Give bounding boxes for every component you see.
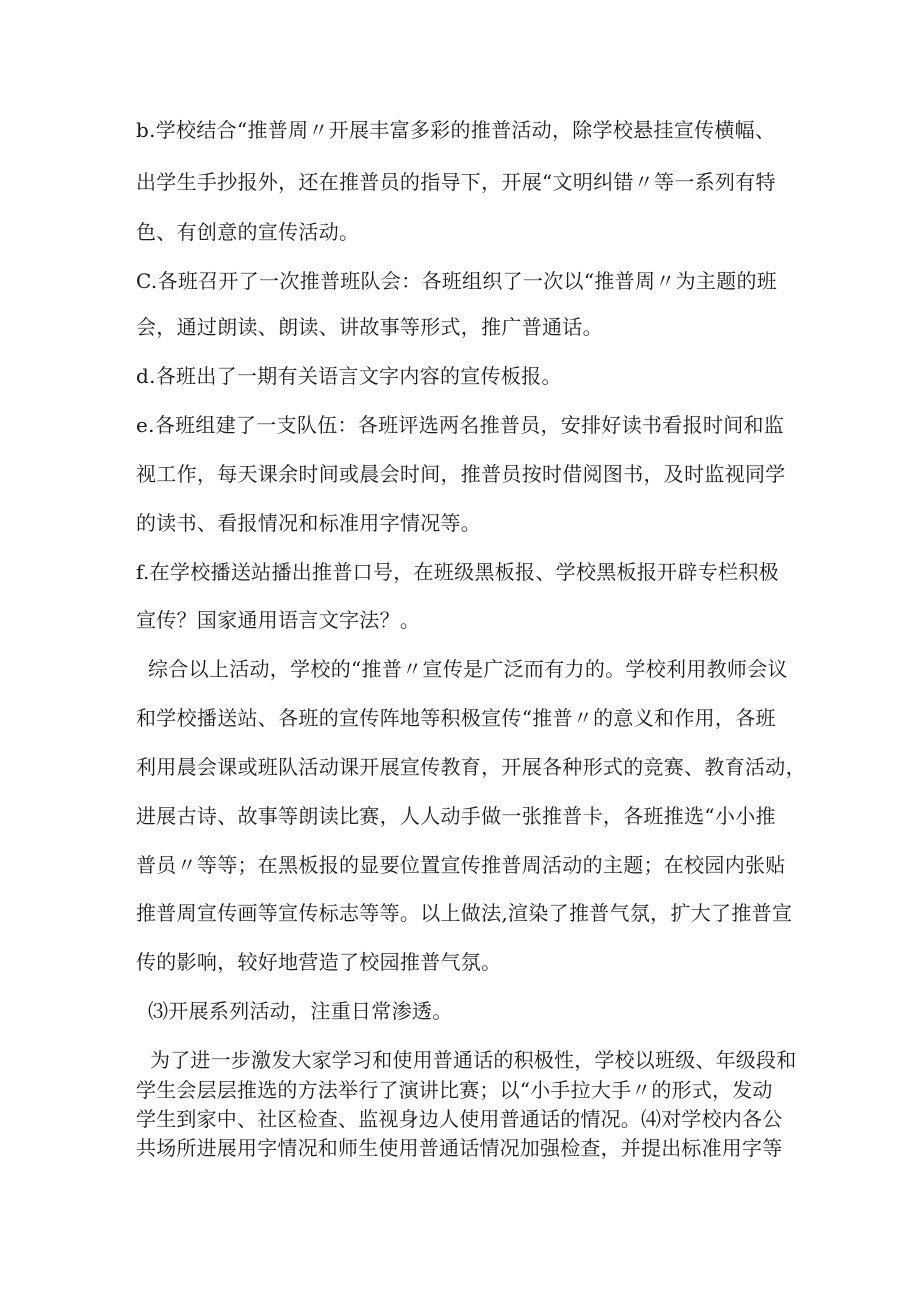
paragraph-line: 出学生手抄报外，还在推普员的指导下，开展“文明纠错〃等一系列有特 bbox=[136, 170, 776, 194]
paragraph-line: 学生到家中、社区检查、监视身边人使用普通话的情况。⑷对学校内各公 bbox=[136, 1107, 783, 1131]
paragraph-line: 宣传？国家通用语言文字法？。 bbox=[136, 608, 421, 632]
paragraph-line: 会，通过朗读、朗读、讲故事等形式，推广普通话。 bbox=[136, 315, 603, 339]
paragraph-line: 为了进一步激发大家学习和使用普通话的积极性，学校以班级、年级段和 bbox=[150, 1048, 797, 1072]
paragraph-line: 推普周宣传画等宣传标志等等。以上做法,渲染了推普气氛，扩大了推普宣 bbox=[136, 901, 793, 925]
paragraph-line: 利用晨会课或班队活动课开展宣传教育，开展各种形式的竞赛、教育活动， bbox=[136, 755, 806, 779]
paragraph-line: f.在学校播送站播出推普口号，在班级黑板报、学校黑板报开辟专栏积极 bbox=[136, 560, 779, 584]
paragraph-line: 传的影响，较好地营造了校园推普气氛。 bbox=[136, 950, 502, 974]
paragraph-line: e.各班组建了一支队伍：各班评选两名推普员，安排好读书看报时间和监 bbox=[136, 413, 785, 437]
paragraph-line: 普员〃等等；在黑板报的显要位置宣传推普周活动的主题；在校园内张贴 bbox=[136, 853, 786, 877]
paragraph-line: 进展古诗、故事等朗读比赛，人人动手做一张推普卡，各班推选“小小推 bbox=[136, 804, 776, 828]
paragraph-line: 的读书、看报情况和标准用字情况等。 bbox=[136, 511, 482, 535]
paragraph-line: 色、有创意的宣传活动。 bbox=[136, 220, 360, 244]
paragraph-line: C.各班召开了一次推普班队会：各班组织了一次以“推普周〃为主题的班 bbox=[136, 269, 778, 293]
paragraph-line: b.学校结合“推普周〃开展丰富多彩的推普活动，除学校悬挂宣传横幅、 bbox=[136, 118, 776, 142]
paragraph-line: d.各班出了一期有关语言文字内容的宣传板报。 bbox=[136, 364, 562, 388]
paragraph-line: 视工作，每天课余时间或晨会时间，推普员按时借阅图书，及时监视同学 bbox=[136, 462, 786, 486]
paragraph-line: 综合以上活动，学校的“推普〃宣传是广泛而有力的。学校利用教师会议 bbox=[148, 657, 788, 681]
paragraph-line: 和学校播送站、各班的宣传阵地等积极宣传“推普〃的意义和作用，各班 bbox=[136, 706, 776, 730]
paragraph-line: 学生会层层推选的方法举行了演讲比赛；以“小手拉大手〃的形式，发动 bbox=[136, 1078, 773, 1102]
section-heading: ⑶开展系列活动，注重日常渗透。 bbox=[148, 999, 453, 1023]
paragraph-line: 共场所进展用字情况和师生使用普通话情况加强检查，并提出标准用字等 bbox=[136, 1136, 783, 1160]
